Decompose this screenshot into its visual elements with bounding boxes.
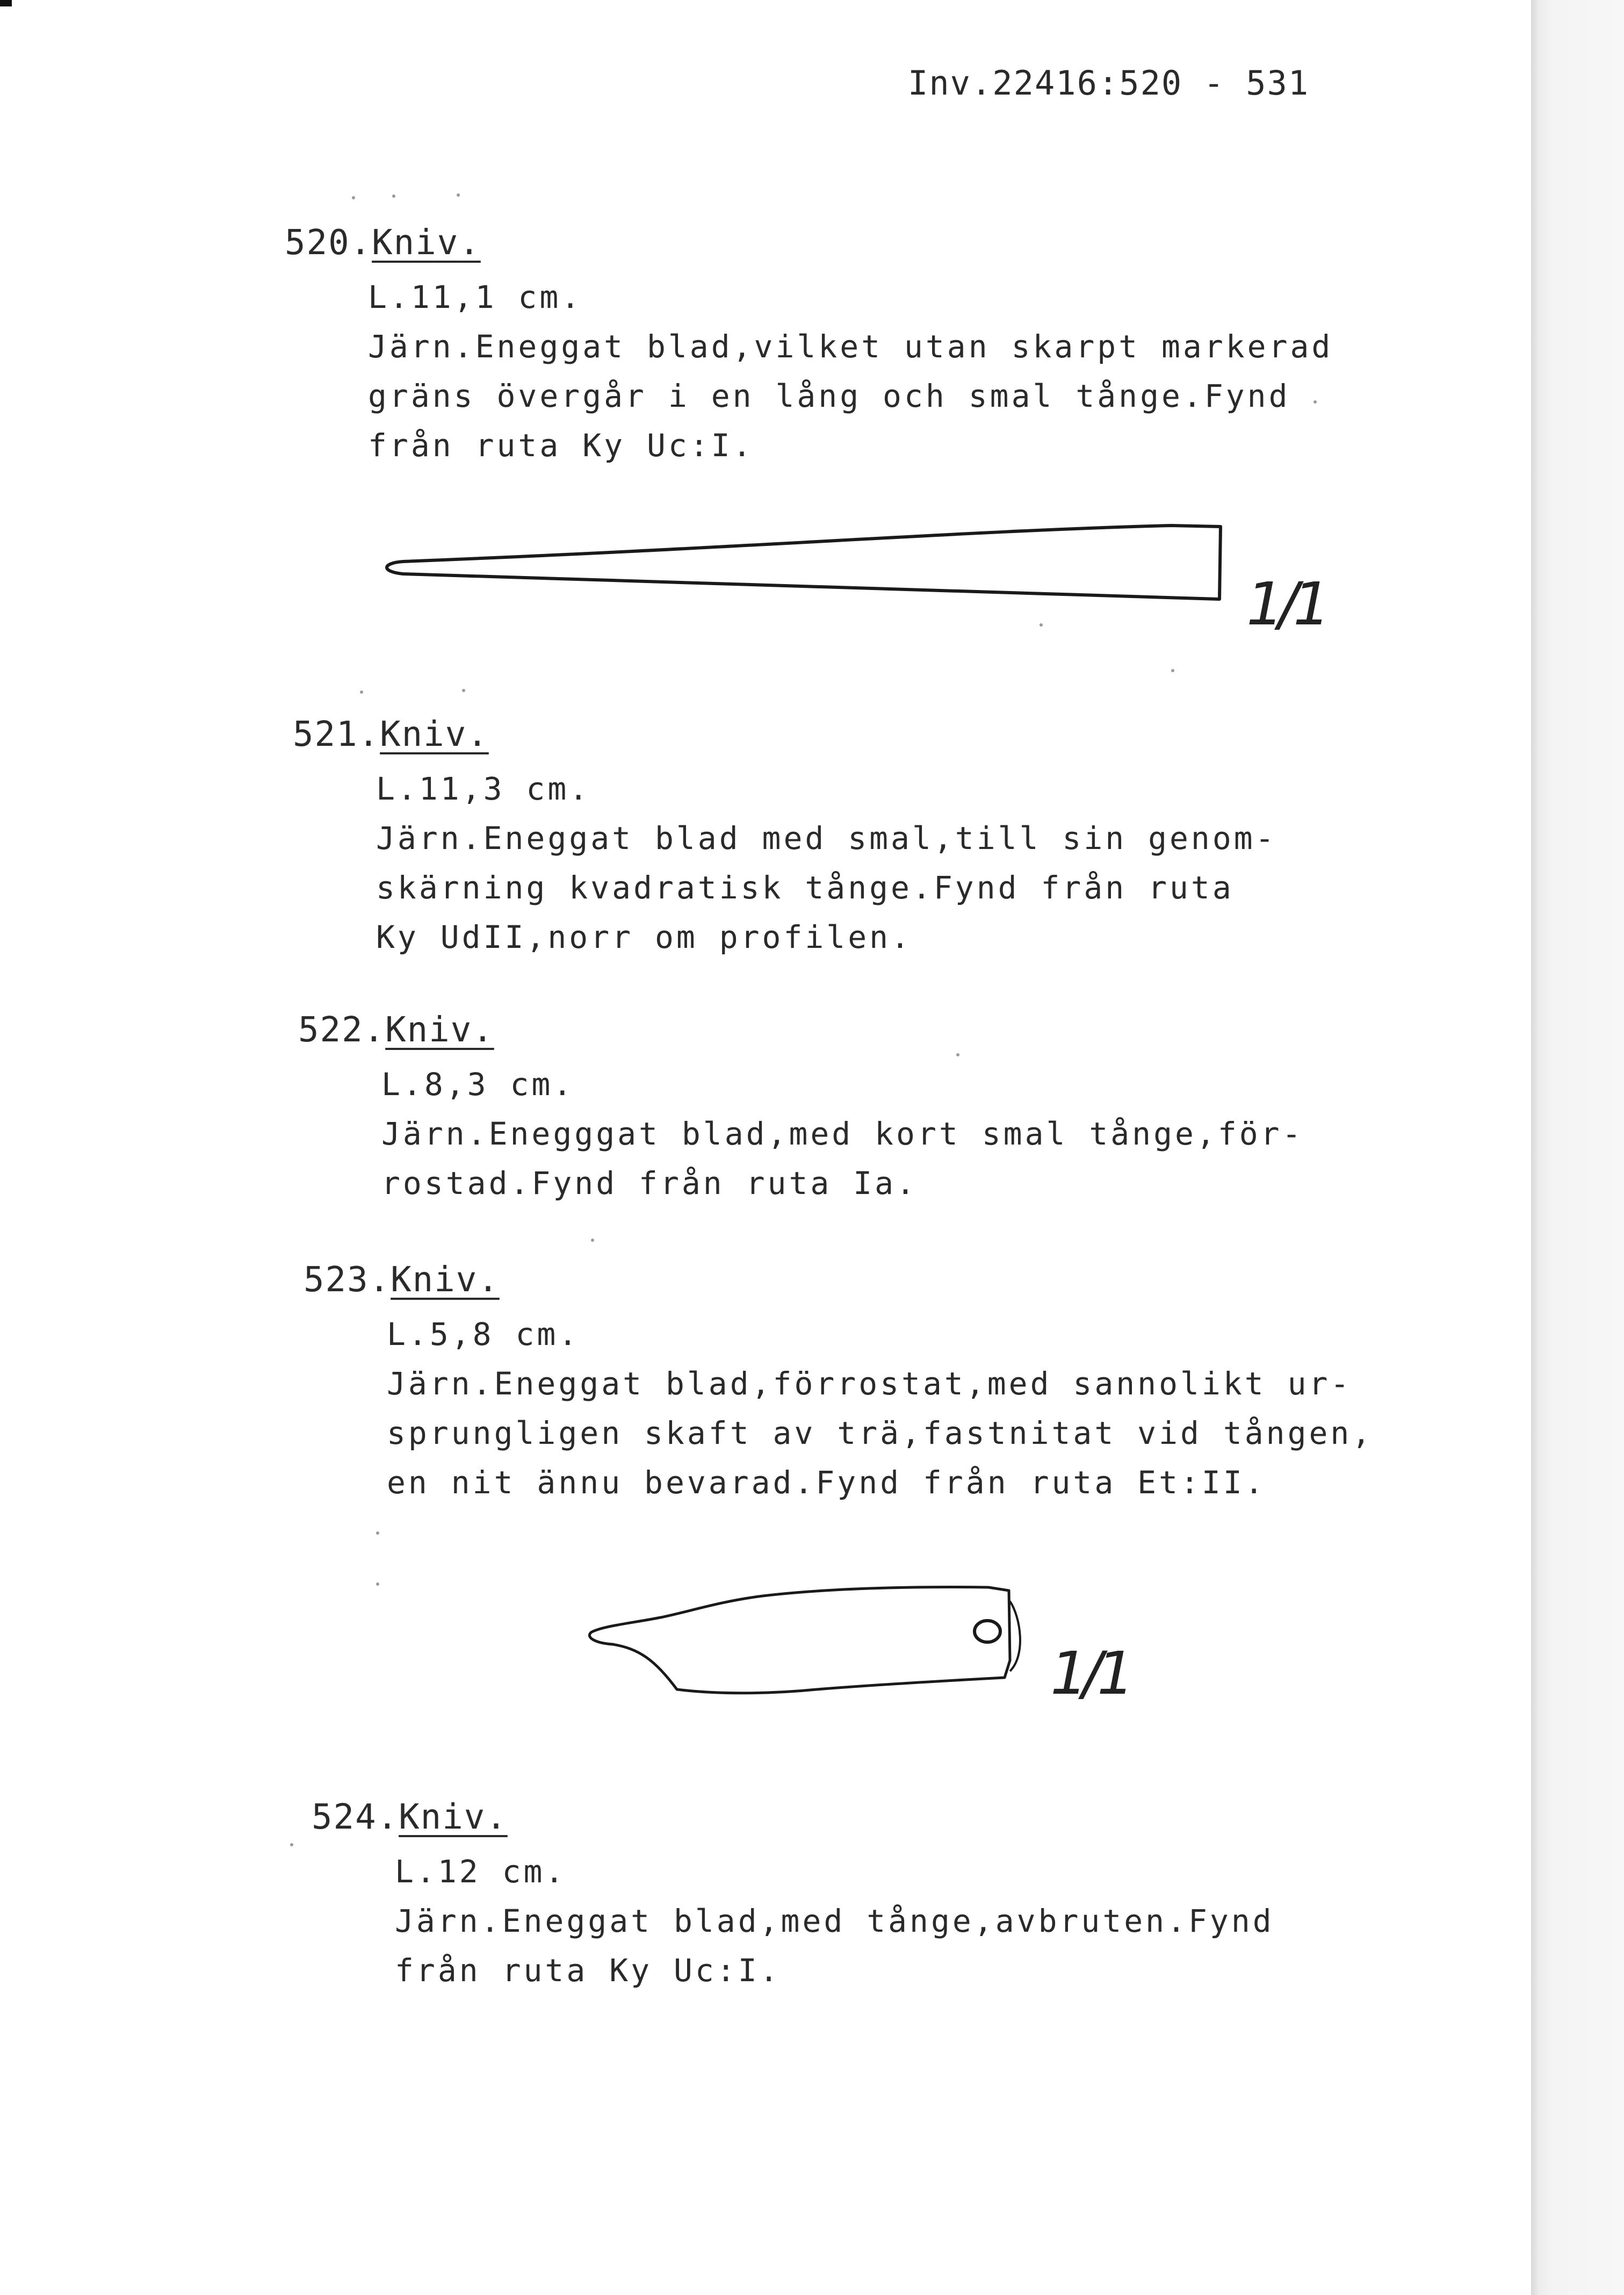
entry-description-line: Järn.Eneggat blad,med tånge,avbruten.Fynd bbox=[395, 1903, 1274, 1939]
entry-description-line: från ruta Ky Uc:I. bbox=[368, 427, 754, 464]
entry-title bbox=[312, 1797, 1274, 1837]
entry-description-line: rostad.Fynd från ruta Ia. bbox=[381, 1165, 918, 1202]
entry-description-line: en nit ännu bevarad.Fynd från ruta Et:II. bbox=[387, 1464, 1266, 1501]
entry-number: 524. bbox=[312, 1797, 399, 1837]
entry-description-line: Järn.Eneggat blad,vilket utan skarpt markerad bbox=[368, 328, 1333, 365]
drawing-scale-label: 1/1 bbox=[1246, 570, 1326, 638]
entry-number: 520. bbox=[285, 223, 372, 263]
scan-page-edge bbox=[1531, 0, 1624, 2295]
scan-speck bbox=[1171, 669, 1174, 672]
scan-speck bbox=[591, 1239, 594, 1242]
knife-drawing-short bbox=[580, 1580, 1042, 1703]
catalog-entry-520 bbox=[285, 223, 1333, 470]
scan-speck bbox=[360, 690, 363, 694]
entry-description-line: gräns övergår i en lång och smal tånge.Fynd bbox=[368, 378, 1290, 414]
entry-description-line: från ruta Ky Uc:I. bbox=[395, 1952, 781, 1989]
entry-description-line: Järn.Eneggat blad,förrostat,med sannolikt ur- bbox=[387, 1365, 1352, 1402]
scan-speck bbox=[376, 1531, 379, 1535]
scan-speck bbox=[1040, 623, 1043, 627]
entry-body bbox=[376, 764, 1277, 962]
entry-number: 523. bbox=[304, 1260, 391, 1300]
entry-name: Kniv. bbox=[385, 1010, 494, 1050]
catalog-entry-521 bbox=[293, 715, 1277, 962]
catalog-entry-524 bbox=[312, 1797, 1274, 1995]
entry-length: L.11,1 cm. bbox=[368, 279, 583, 315]
entry-length: L.12 cm. bbox=[395, 1853, 567, 1890]
entry-body bbox=[381, 1060, 1304, 1208]
scan-speck bbox=[392, 195, 395, 198]
scan-speck bbox=[352, 196, 355, 199]
scan-speck bbox=[956, 1053, 959, 1056]
catalog-entry-522 bbox=[298, 1010, 1304, 1208]
entry-name: Kniv. bbox=[391, 1260, 500, 1300]
knife-drawing-long bbox=[371, 516, 1252, 623]
entry-length: L.11,3 cm. bbox=[376, 771, 591, 807]
scan-corner-mark bbox=[0, 0, 12, 6]
scan-speck bbox=[290, 1843, 293, 1846]
drawing-scale-label: 1/1 bbox=[1050, 1639, 1130, 1708]
inventory-header: Inv.22416:520 - 531 bbox=[908, 63, 1310, 103]
entry-length: L.8,3 cm. bbox=[381, 1066, 575, 1103]
entry-length: L.5,8 cm. bbox=[387, 1316, 580, 1352]
entry-body bbox=[387, 1310, 1373, 1507]
entry-name: Kniv. bbox=[380, 715, 489, 754]
entry-title bbox=[304, 1260, 1373, 1300]
entry-description-line: sprungligen skaft av trä,fastnitat vid tången, bbox=[387, 1415, 1374, 1451]
entry-description-line: skärning kvadratisk tånge.Fynd från ruta bbox=[376, 869, 1234, 906]
entry-title bbox=[298, 1010, 1304, 1050]
entry-name: Kniv. bbox=[399, 1797, 508, 1837]
entry-body bbox=[395, 1847, 1274, 1995]
catalog-entry-523 bbox=[304, 1260, 1373, 1507]
entry-number: 522. bbox=[298, 1010, 386, 1050]
entry-name: Kniv. bbox=[372, 223, 481, 263]
entry-title bbox=[285, 223, 1333, 263]
entry-description-line: Järn.Enegggat blad,med kort smal tånge,för- bbox=[381, 1116, 1304, 1152]
entry-number: 521. bbox=[293, 715, 380, 754]
entry-description-line: Ky UdII,norr om profilen. bbox=[376, 919, 912, 955]
scan-speck bbox=[1313, 400, 1317, 404]
entry-description-line: Järn.Eneggat blad med smal,till sin genom- bbox=[376, 820, 1277, 857]
scan-speck bbox=[457, 193, 460, 197]
scan-speck bbox=[376, 1582, 379, 1586]
entry-title bbox=[293, 715, 1277, 754]
entry-body bbox=[368, 272, 1333, 470]
scan-speck bbox=[462, 689, 465, 692]
